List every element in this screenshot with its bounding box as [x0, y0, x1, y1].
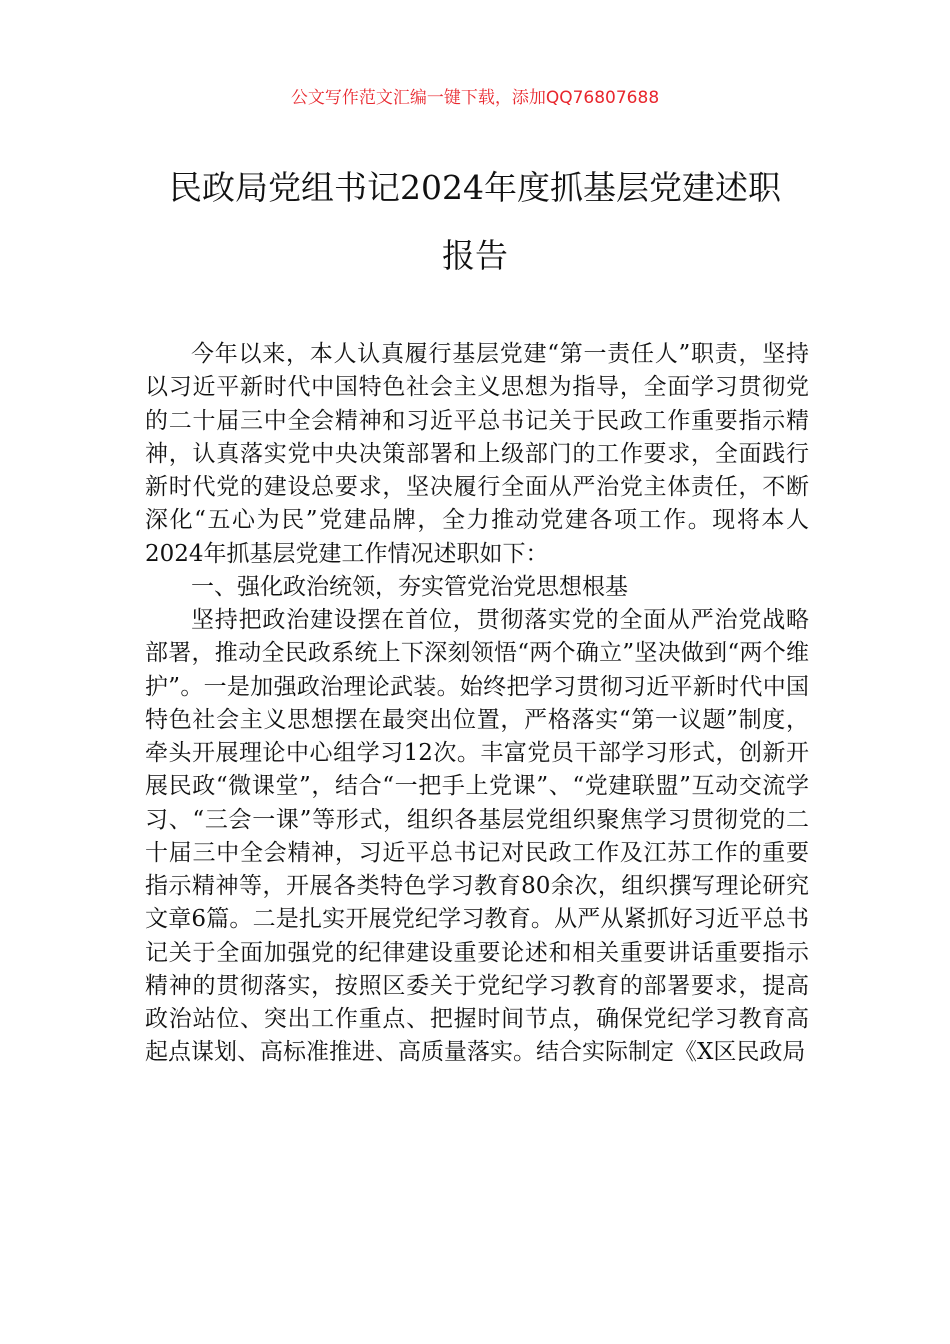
download-watermark: 公文写作范文汇编一键下载，添加QQ76807688 — [290, 88, 660, 108]
section-paragraph: 坚持把政治建设摆在首位，贯彻落实党的全面从严治党战略部署，推动全民政系统上下深刻领悟“两个确立”坚决做到“两个维护”。一是加强政治理论武装。始终把学习贯彻习近平新时代中国特色社会主义思想摆在最突出位置，严格落实“第一议题”制度，牵头开展理论中心组学习12次。丰富党员干部学习形式，创新开展民政“微课堂”，结合“一把手上党课”、“党建联盟”互动交流学习、“三会一课”等形式，组织各基层党组织聚焦学习贯彻党的二十届三中全会精神，习近平总书记对民政工作及江苏工作的重要指示精神等，开展各类特色学习教育80余次，组织撰写理论研究文章6篇。二是扎实开展党纪学习教育。从严从紧抓好习近平总书记关于全面加强党的纪律建设重要论述和相关重要讲话重要指示精神的贯彻落实，按照区委关于党纪学习教育的部署要求，提高政治站位、突出工作重点、把握时间节点，确保党纪学习教育高起点谋划、高标准推进、高质量落实。结合实际制定《X区民政局 — [145, 607, 809, 1066]
document-title — [120, 154, 830, 290]
title-line-1: 民政局党组书记2024年度抓基层党建述职 — [169, 168, 781, 207]
document-body — [145, 338, 809, 1070]
section-heading: 一、强化政治统领，夯实管党治党思想根基 — [191, 573, 628, 600]
intro-paragraph: 今年以来，本人认真履行基层党建“第一责任人”职责，坚持以习近平新时代中国特色社会主义思想为指导，全面学习贯彻党的二十届三中全会精神和习近平总书记关于民政工作重要指示精神，认真落实党中央决策部署和上级部门的工作要求，全面践行新时代党的建设总要求，坚决履行全面从严治党主体责任，不断深化“五心为民”党建品牌，全力推动党建各项工作。现将本人2024年抓基层党建工作情况述职如下： — [145, 341, 809, 567]
title-line-2: 报告 — [442, 236, 508, 275]
